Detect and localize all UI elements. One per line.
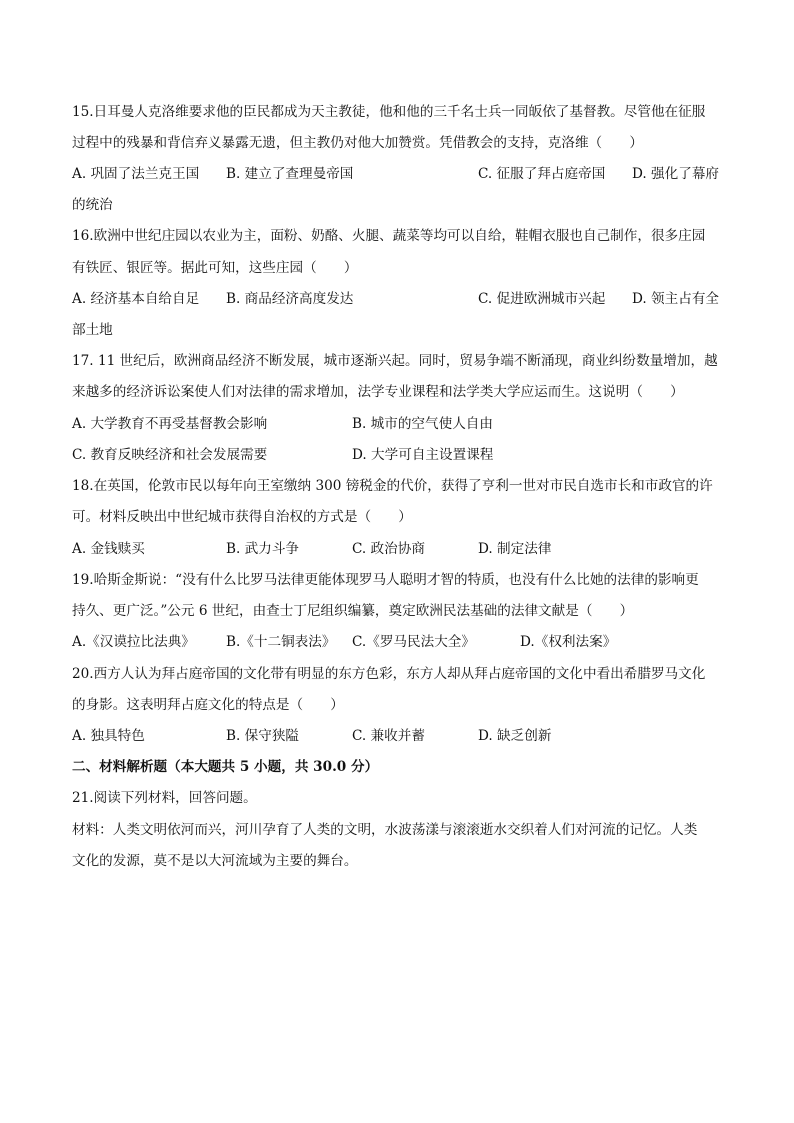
q20-option-d: D. 缺乏创新 <box>478 728 552 744</box>
q16-stem-line-1: 16.欧洲中世纪庄园以农业为主，面粉、奶酪、火腿、蔬菜等均可以自给，鞋帽衣服也自己制作，很多庄园 <box>72 228 706 244</box>
q17-option-d: D. 大学可自主设置课程 <box>352 447 494 463</box>
q21-stem: 21.阅读下列材料，回答问题。 <box>72 790 257 806</box>
q17-stem-line-1: 17. 11 世纪后，欧洲商品经济不断发展，城市逐渐兴起。同时，贸易争端不断涌现，商业纠纷数量增加，越 <box>72 353 718 369</box>
q19-option-a: A.《汉谟拉比法典》 <box>72 634 195 650</box>
q17-stem-line-2: 来越多的经济诉讼案使人们对法律的需求增加，法学专业课程和法学类大学应运而生。这说明（ ） <box>72 384 684 400</box>
q20-option-b: B. 保守狭隘 <box>226 728 300 744</box>
q16-option-a: A. 经济基本自给自足 <box>72 291 200 307</box>
q15-option-d: D. 强化了幕府 <box>632 166 720 182</box>
q16-option-d-continuation: 部土地 <box>72 322 113 338</box>
q18-option-a: A. 金钱赎买 <box>72 541 145 557</box>
q17-option-c: C. 教育反映经济和社会发展需要 <box>72 447 268 463</box>
q19-option-c: C.《罗马民法大全》 <box>352 634 475 650</box>
q20-option-a: A. 独具特色 <box>72 728 145 744</box>
q15-option-a: A. 巩固了法兰克王国 <box>72 166 200 182</box>
q15-stem-line-1: 15.日耳曼人克洛维要求他的臣民都成为天主教徒，他和他的三千名士兵一同皈依了基督教。尽管他在征服 <box>72 104 706 120</box>
q16-stem-line-2: 有铁匠、银匠等。据此可知，这些庄园（ ） <box>72 260 358 276</box>
q21-material-line-2: 文化的发源，莫不是以大河流域为主要的舞台。 <box>72 853 358 869</box>
q19-option-b: B.《十二铜表法》 <box>226 634 336 650</box>
q20-stem-line-2: 的身影。这表明拜占庭文化的特点是（ ） <box>72 697 344 713</box>
q17-option-a: A. 大学教育不再受基督教会影响 <box>72 416 268 432</box>
q18-option-b: B. 武力斗争 <box>226 541 300 557</box>
q19-option-d: D.《权利法案》 <box>520 634 617 650</box>
q19-stem-line-2: 持久、更广泛。”公元 6 世纪，由查士丁尼组织编纂，奠定欧洲民法基础的法律文献是（ ） <box>72 603 634 619</box>
q18-stem-line-2: 可。材料反映出中世纪城市获得自治权的方式是（ ） <box>72 509 412 525</box>
q15-option-b: B. 建立了查理曼帝国 <box>226 166 354 182</box>
q16-option-d: D. 领主占有全 <box>632 291 720 307</box>
q19-stem-line-1: 19.哈斯金斯说：“没有什么比罗马法律更能体现罗马人聪明才智的特质，也没有什么比她的法律的影响更 <box>72 572 699 588</box>
q20-option-c: C. 兼收并蓄 <box>352 728 425 744</box>
q18-option-c: C. 政治协商 <box>352 541 425 557</box>
q15-option-c: C. 征服了拜占庭帝国 <box>478 166 606 182</box>
section-heading: 二、材料解析题（本大题共 5 小题，共 30.0 分） <box>72 759 379 775</box>
q15-option-d-continuation: 的统治 <box>72 197 113 213</box>
q16-option-c: C. 促进欧洲城市兴起 <box>478 291 606 307</box>
q15-stem-line-2: 过程中的残暴和背信弃义暴露无遗，但主教仍对他大加赞赏。凭借教会的支持，克洛维（ ） <box>72 135 643 151</box>
q21-material-line-1: 材料：人类文明依河而兴，河川孕育了人类的文明，水波荡漾与滚滚逝水交织着人们对河流的记忆。人类 <box>72 822 698 838</box>
q17-option-b: B. 城市的空气使人自由 <box>352 416 493 432</box>
q16-option-b: B. 商品经济高度发达 <box>226 291 354 307</box>
q20-stem-line-1: 20.西方人认为拜占庭帝国的文化带有明显的东方色彩，东方人却从拜占庭帝国的文化中看出希腊罗马文化 <box>72 666 706 682</box>
q18-option-d: D. 制定法律 <box>478 541 552 557</box>
q18-stem-line-1: 18.在英国，伦敦市民以每年向王室缴纳 300 镑税金的代价，获得了亨利一世对市民自选市长和市政官的许 <box>72 478 713 494</box>
